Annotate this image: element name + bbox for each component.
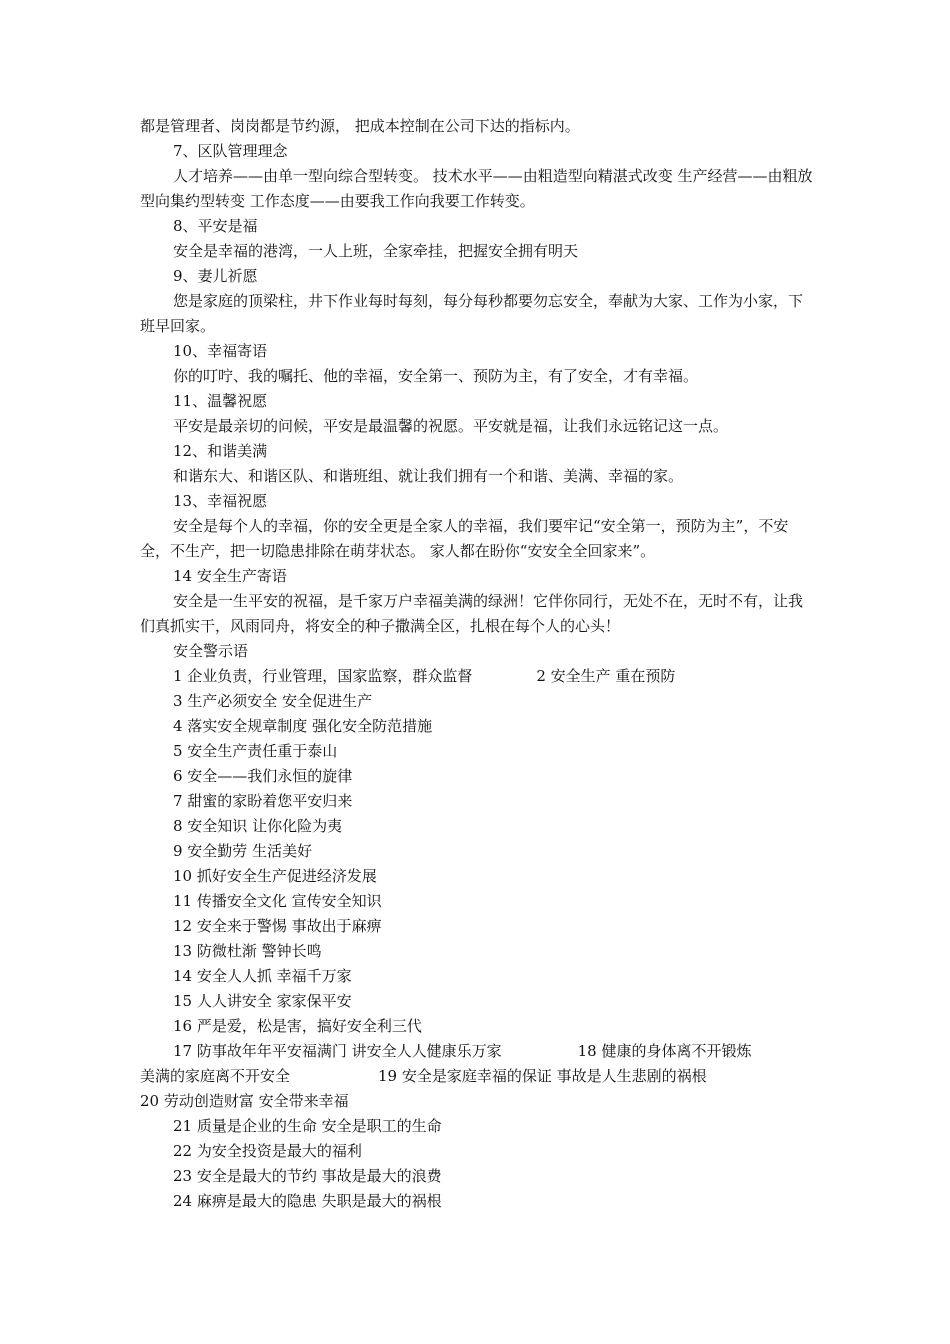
- slogans-heading: 安全警示语: [173, 642, 249, 660]
- slogan-item: 5 安全生产责任重于泰山: [173, 742, 338, 760]
- slogan-item: 10 抓好安全生产促进经济发展: [173, 867, 377, 885]
- slogan-row: [140, 664, 816, 689]
- slogan-item: 13 防微杜渐 警钟长鸣: [173, 942, 322, 960]
- section-body: 安全是一生平安的祝福，是千家万户幸福美满的绿洲！它伴你同行，无处不在，无时不有，让我们真抓实干，风雨同舟，将安全的种子撒满全区，扎根在每个人的心头！: [140, 592, 804, 635]
- section-heading: 8、平安是福: [173, 217, 258, 235]
- section-heading: 12、和谐美满: [173, 442, 268, 460]
- slogan-item: 24 麻痹是最大的隐患 失职是最大的祸根: [173, 1192, 442, 1210]
- slogan-item: 7 甜蜜的家盼着您平安归来: [173, 792, 353, 810]
- slogan-item: 2 安全生产 重在预防: [536, 667, 676, 685]
- section-body: 您是家庭的顶梁柱，井下作业每时每刻，每分每秒都要勿忘安全，奉献为大家、工作为小家，下班早回家。: [140, 292, 804, 335]
- slogan-item: 19 安全是家庭幸福的保证 事故是人生悲剧的祸根: [378, 1067, 707, 1085]
- slogan-row: [140, 1039, 816, 1064]
- section-body: 和谐东大、和谐区队、和谐班组、就让我们拥有一个和谐、美满、幸福的家。: [173, 467, 684, 485]
- slogan-item: 8 安全知识 让你化险为夷: [173, 817, 343, 835]
- section-body: 安全是幸福的港湾，一人上班，全家牵挂，把握安全拥有明天: [173, 242, 579, 260]
- section-heading: 9、妻儿祈愿: [173, 267, 258, 285]
- slogan-item: 23 安全是最大的节约 事故是最大的浪费: [173, 1167, 442, 1185]
- slogan-item: 22 为安全投资是最大的福利: [173, 1142, 362, 1160]
- section-body: 你的叮咛、我的嘱托、他的幸福，安全第一、预防为主，有了安全，才有幸福。: [173, 367, 699, 385]
- slogan-item: 6 安全——我们永恒的旋律: [173, 767, 353, 785]
- section-heading: 10、幸福寄语: [173, 342, 268, 360]
- section-body: 人才培养——由单一型向综合型转变。 技术水平——由粗造型向精湛式改变 生产经营——由粗放型向集约型转变 工作态度——由要我工作向我要工作转变。: [140, 167, 813, 210]
- section-heading: 11、温馨祝愿: [173, 392, 268, 410]
- slogan-item: 12 安全来于警惕 事故出于麻痹: [173, 917, 382, 935]
- section-heading: 13、幸福祝愿: [173, 492, 268, 510]
- section-body: 平安是最亲切的问候，平安是最温馨的祝愿。平安就是福，让我们永远铭记这一点。: [173, 417, 729, 435]
- slogan-item: 15 人人讲安全 家家保平安: [173, 992, 352, 1010]
- slogan-item: 美满的家庭离不开安全: [140, 1067, 291, 1085]
- slogan-item: 1 企业负责，行业管理，国家监察，群众监督: [173, 667, 473, 685]
- section-heading: 7、区队管理理念: [173, 142, 288, 160]
- slogan-item: 20 劳动创造财富 安全带来幸福: [140, 1092, 349, 1110]
- section-heading: 14 安全生产寄语: [173, 567, 287, 585]
- slogan-item: 3 生产必须安全 安全促进生产: [173, 692, 373, 710]
- slogan-item: 17 防事故年年平安福满门 讲安全人人健康乐万家: [173, 1042, 502, 1060]
- slogan-item: 16 严是爱，松是害，搞好安全利三代: [173, 1017, 422, 1035]
- slogan-item: 11 传播安全文化 宣传安全知识: [173, 892, 382, 910]
- slogan-item: 21 质量是企业的生命 安全是职工的生命: [173, 1117, 442, 1135]
- intro-tail-text: 都是管理者、岗岗都是节约源， 把成本控制在公司下达的指标内。: [140, 117, 580, 135]
- document-page: [140, 114, 816, 1214]
- section-body: 安全是每个人的幸福，你的安全更是全家人的幸福，我们要牢记“安全第一，预防为主”，不安全，不生产，把一切隐患排除在萌芽状态。 家人都在盼你“安安全全回家来”。: [140, 517, 789, 560]
- slogan-item: 14 安全人人抓 幸福千万家: [173, 967, 352, 985]
- slogan-row: [140, 1064, 816, 1089]
- slogan-item: 4 落实安全规章制度 强化安全防范措施: [173, 717, 433, 735]
- slogan-item: 18 健康的身体离不开锻炼: [577, 1042, 752, 1060]
- slogan-item: 9 安全勤劳 生活美好: [173, 842, 313, 860]
